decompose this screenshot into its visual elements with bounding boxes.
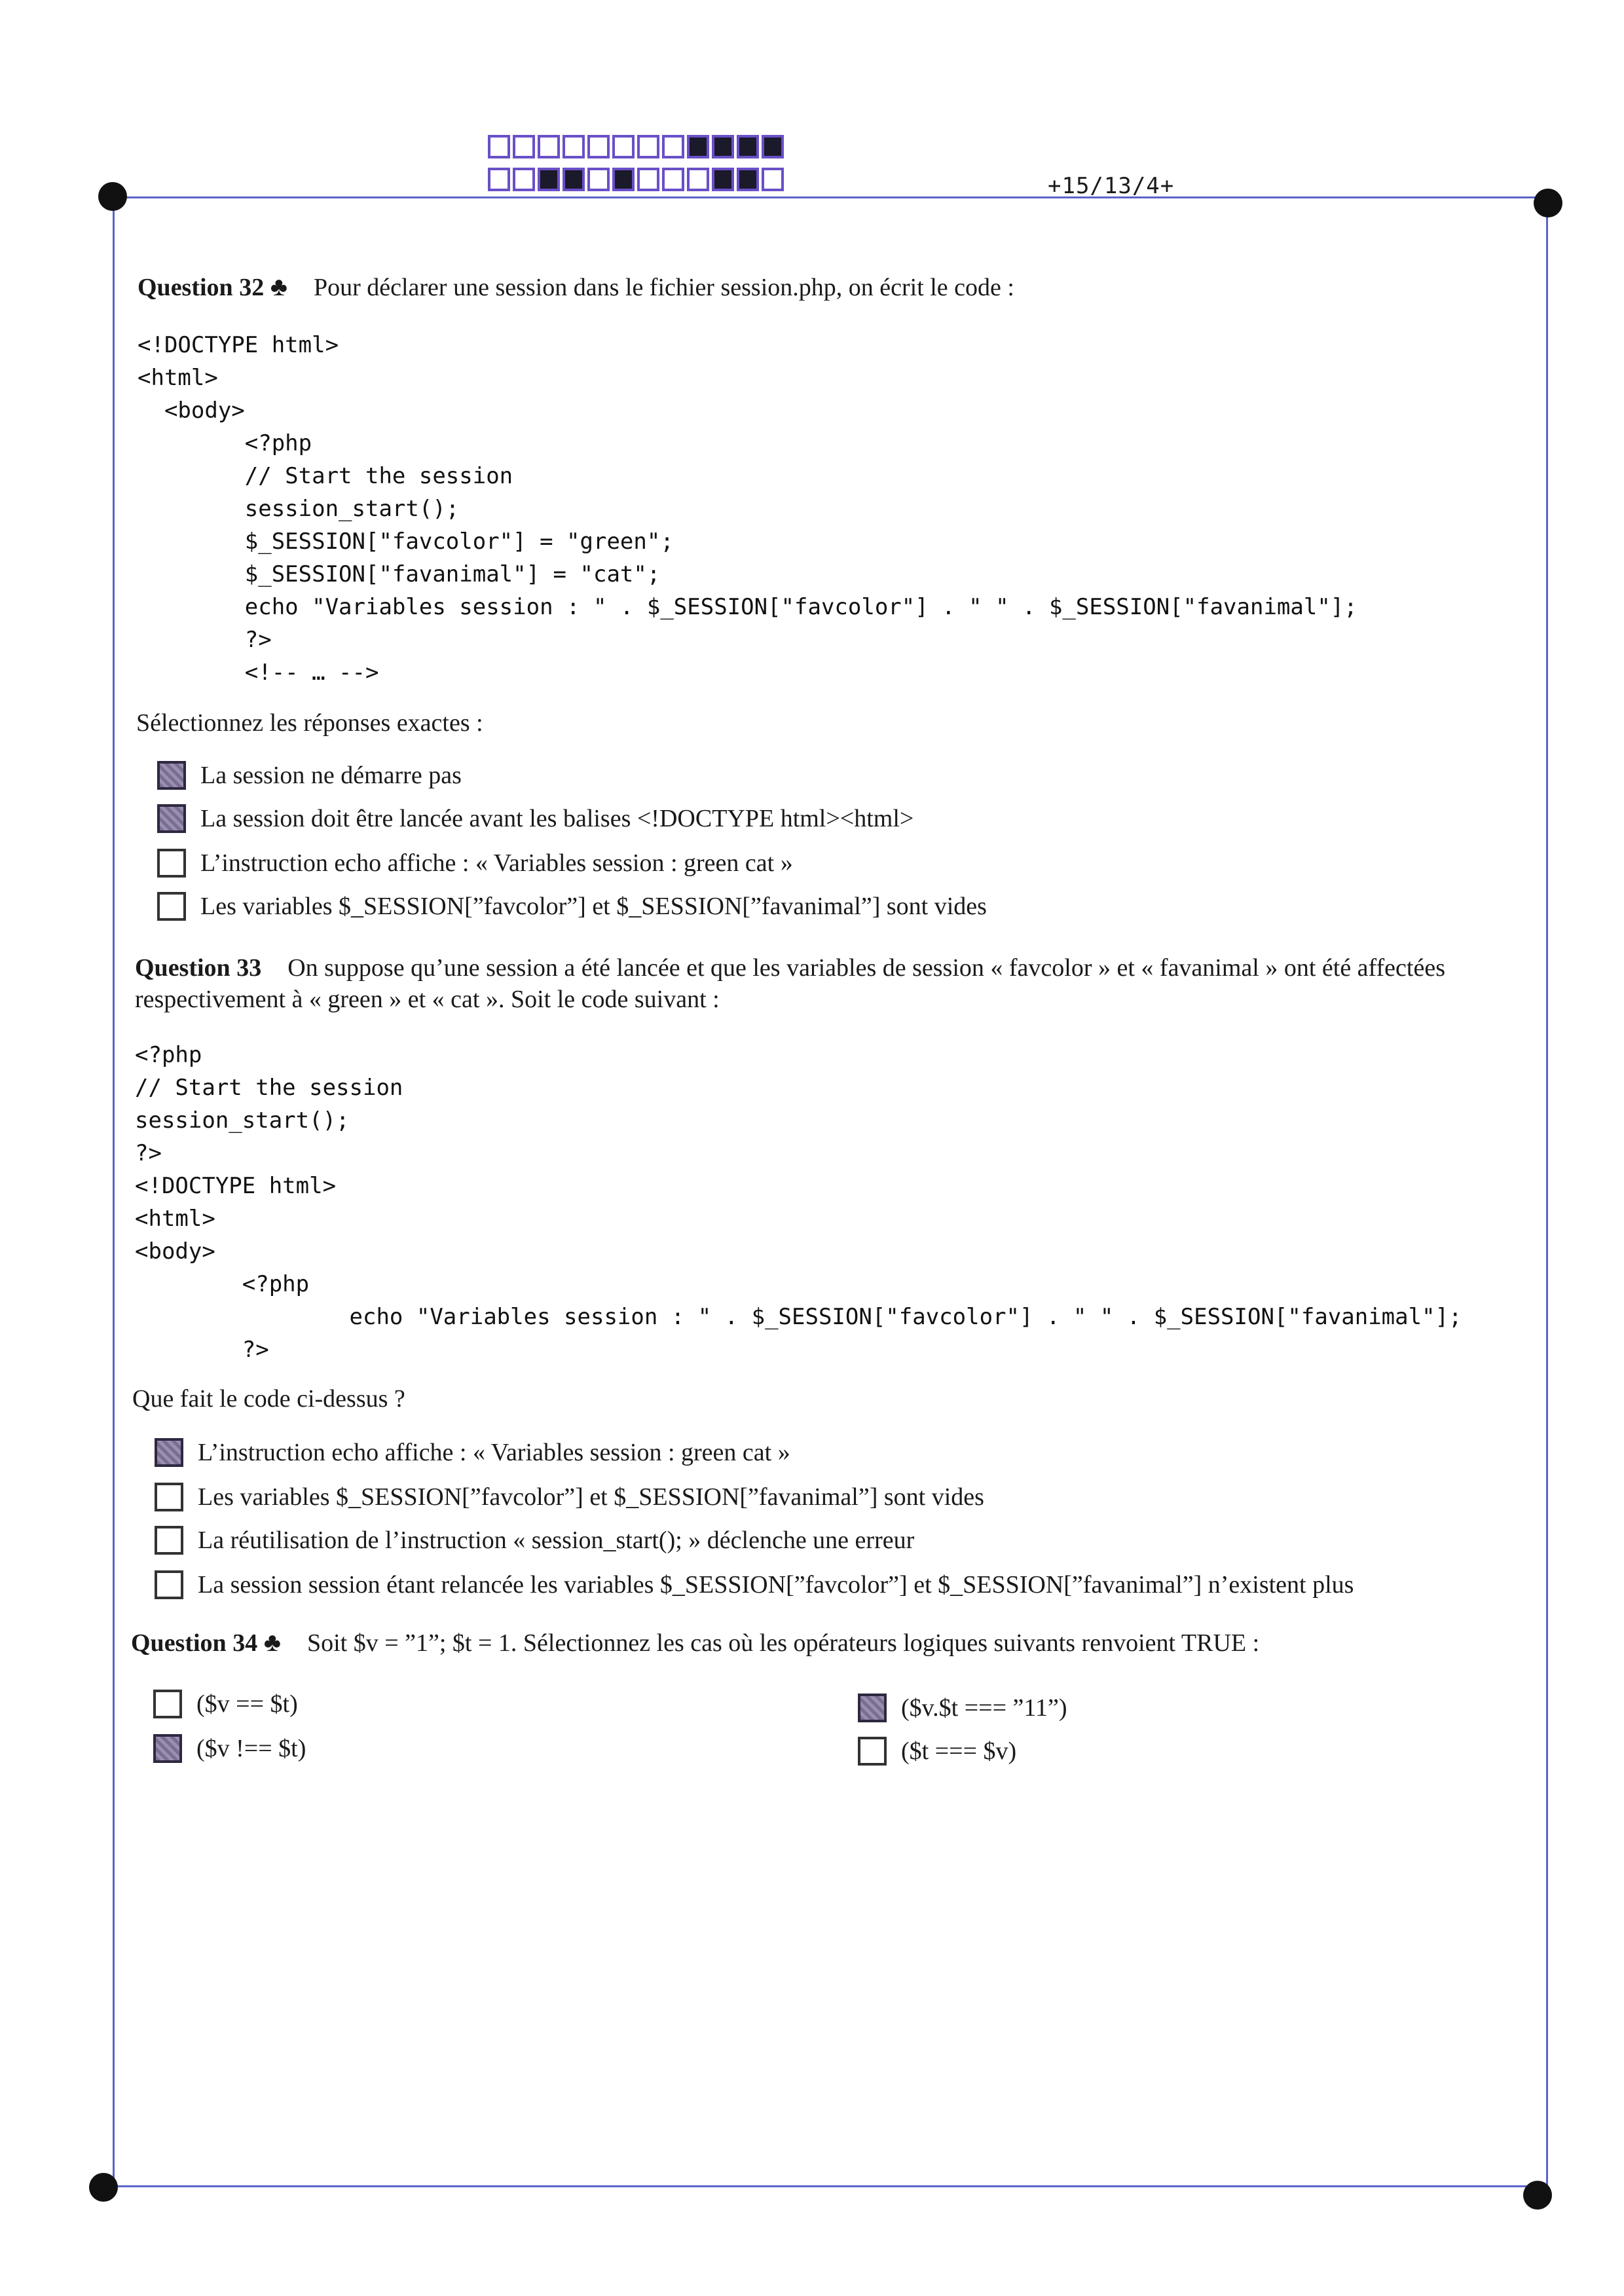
q34-checkbox-4[interactable] xyxy=(858,1737,887,1766)
q32-option-2-label: La session doit être lancée avant les balises <!DOCTYPE html><html> xyxy=(200,805,914,832)
corner-marker-top-right xyxy=(1534,189,1562,217)
q33-option-4-label: La session session étant relancée les variables $_SESSION[”favcolor”] et $_SESSION[”favanimal”] n’existent plus xyxy=(198,1571,1354,1599)
barcode-cell xyxy=(538,135,560,158)
q32-option-4[interactable] xyxy=(157,892,987,921)
q32-option-1-label: La session ne démarre pas xyxy=(200,762,462,789)
question-34-text: Soit $v = ”1”; $t = 1. Sélectionnez les cas où les opérateurs logiques suivants renvoient TRUE : xyxy=(306,1629,1260,1657)
q32-option-2[interactable] xyxy=(157,804,913,833)
barcode-cell xyxy=(762,168,784,191)
q33-checkbox-3[interactable] xyxy=(155,1526,183,1555)
q33-checkbox-4[interactable] xyxy=(155,1570,183,1599)
barcode-cell xyxy=(737,168,759,191)
q32-checkbox-2[interactable] xyxy=(157,804,186,833)
q33-option-1[interactable] xyxy=(155,1438,790,1467)
q33-option-3[interactable] xyxy=(155,1526,914,1555)
q32-checkbox-4[interactable] xyxy=(157,892,186,921)
corner-marker-top-left xyxy=(98,182,127,211)
barcode-row-1 xyxy=(488,135,784,158)
q32-option-4-label: Les variables $_SESSION[”favcolor”] et $_SESSION[”favanimal”] sont vides xyxy=(200,893,987,920)
barcode-cell xyxy=(488,135,510,158)
q34-option-4[interactable] xyxy=(858,1737,1016,1766)
question-33-label: Question 33 xyxy=(135,954,262,982)
barcode-cell xyxy=(513,135,535,158)
q33-option-3-label: La réutilisation de l’instruction « session_start(); » déclenche une erreur xyxy=(198,1527,915,1554)
barcode-cell xyxy=(513,168,535,191)
question-34-header xyxy=(131,1627,1259,1659)
barcode-cell xyxy=(587,168,610,191)
q32-option-1[interactable] xyxy=(157,761,462,790)
question-32-code: <!DOCTYPE html> <html> <body> <?php // Start the session session_start(); $_SESSION["favcolor"] = "green"; $_SESSION["favanimal"] = "cat"; echo "Variables session : " . $_SESSION["favcolor"] . " " . $_SESSION["favanimal"]; ?> <!-- … --> xyxy=(138,332,1357,686)
question-32-label: Question 32 ♣ xyxy=(138,272,287,301)
q34-checkbox-3[interactable] xyxy=(858,1694,887,1722)
barcode-cell xyxy=(612,135,635,158)
barcode-cell xyxy=(563,135,585,158)
q33-option-2-label: Les variables $_SESSION[”favcolor”] et $_SESSION[”favanimal”] sont vides xyxy=(198,1483,984,1511)
q34-checkbox-1[interactable] xyxy=(153,1690,182,1718)
page-id: +15/13/4+ xyxy=(1048,173,1175,199)
barcode-cell xyxy=(637,168,659,191)
barcode-cell xyxy=(612,168,635,191)
q33-option-4[interactable] xyxy=(155,1570,1354,1599)
question-32-header xyxy=(138,271,1014,303)
q34-checkbox-2[interactable] xyxy=(153,1734,182,1763)
q33-option-2[interactable] xyxy=(155,1483,984,1511)
barcode-cell xyxy=(637,135,659,158)
corner-marker-bottom-left xyxy=(89,2173,118,2202)
question-34-label: Question 34 ♣ xyxy=(131,1627,281,1657)
q34-option-3-label: ($v.$t === ”11”) xyxy=(901,1694,1067,1722)
q34-option-1-label: ($v == $t) xyxy=(196,1690,298,1718)
q34-option-2[interactable] xyxy=(153,1734,306,1763)
barcode-cell xyxy=(587,135,610,158)
question-33-code: <?php // Start the session session_start(); ?> <!DOCTYPE html> <html> <body> <?php echo "Variables session : " . $_SESSION["favcolor"] . " " . $_SESSION["favanimal"]; ?> xyxy=(135,1042,1462,1363)
q34-option-2-label: ($v !== $t) xyxy=(196,1735,306,1762)
club-icon: ♣ xyxy=(263,1627,281,1657)
barcode-cell xyxy=(488,168,510,191)
barcode-cell xyxy=(563,168,585,191)
question-33-prompt: Que fait le code ci-dessus ? xyxy=(132,1385,405,1413)
q33-checkbox-1[interactable] xyxy=(155,1438,183,1467)
q34-option-4-label: ($t === $v) xyxy=(901,1737,1017,1765)
q32-option-3-label: L’instruction echo affiche : « Variables session : green cat » xyxy=(200,849,793,877)
barcode-cell xyxy=(687,135,709,158)
q33-option-1-label: L’instruction echo affiche : « Variables session : green cat » xyxy=(198,1439,790,1466)
club-icon: ♣ xyxy=(270,272,287,301)
barcode-cell xyxy=(687,168,709,191)
barcode-cell xyxy=(538,168,560,191)
barcode-cell xyxy=(662,168,684,191)
barcode-cell xyxy=(712,168,734,191)
q32-checkbox-3[interactable] xyxy=(157,849,186,878)
barcode-row-2 xyxy=(488,168,784,191)
question-32-prompt: Sélectionnez les réponses exactes : xyxy=(136,709,483,737)
barcode-cell xyxy=(762,135,784,158)
question-32-text: Pour déclarer une session dans le fichier session.php, on écrit le code : xyxy=(313,274,1014,301)
q32-checkbox-1[interactable] xyxy=(157,761,186,790)
barcode-cell xyxy=(662,135,684,158)
q34-option-3[interactable] xyxy=(858,1694,1067,1722)
barcode-cell xyxy=(737,135,759,158)
q32-option-3[interactable] xyxy=(157,849,793,878)
q33-checkbox-2[interactable] xyxy=(155,1483,183,1511)
q34-option-1[interactable] xyxy=(153,1690,298,1718)
question-33-text: On suppose qu’une session a été lancée et que les variables de session « favcolor » et « favanimal » ont été affectées respectivement à « green » et « cat ». Soit le code suivant : xyxy=(135,954,1445,1013)
barcode-cell xyxy=(712,135,734,158)
corner-marker-bottom-right xyxy=(1523,2181,1552,2210)
question-33-header xyxy=(135,952,1530,1015)
